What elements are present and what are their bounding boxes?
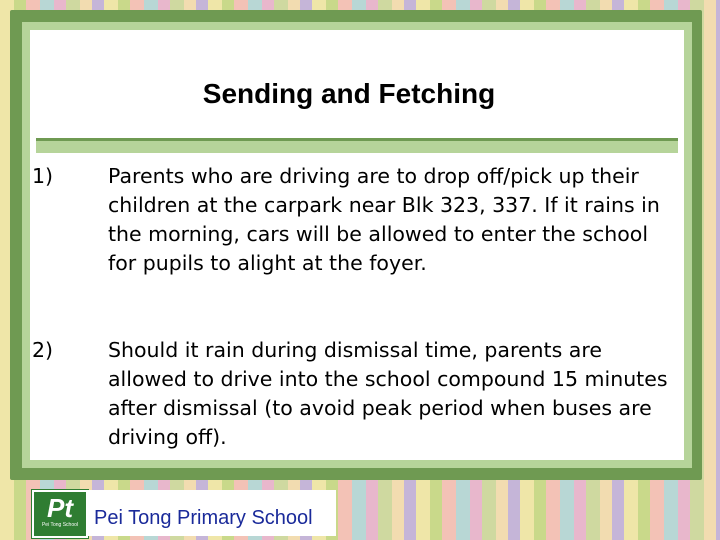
- list-item-text: Should it rain during dismissal time, parents are allowed to drive into the school compound 15 minutes after dismissal (to avoid peak period when buses are driving off).: [108, 338, 668, 449]
- school-logo-icon: [32, 490, 88, 538]
- title-divider: [36, 141, 678, 153]
- slide-title: Sending and Fetching: [202, 78, 496, 109]
- title-divider-line: [36, 138, 678, 141]
- list-item: [32, 336, 692, 456]
- logo-mark: Pt: [47, 493, 73, 523]
- logo-subtext: Pei Tong School: [41, 522, 79, 528]
- list-item-text: Parents who are driving are to drop off/pick up their children at the carpark near Blk 323, 337. If it rains in the morning, cars will be allowed to enter the school for pupils to alight at the foyer.: [108, 164, 660, 275]
- list-item-number: 2): [32, 338, 54, 362]
- list-item-number: 1): [32, 164, 54, 188]
- school-name: Pei Tong Primary School: [94, 507, 313, 529]
- list-item: [32, 162, 692, 312]
